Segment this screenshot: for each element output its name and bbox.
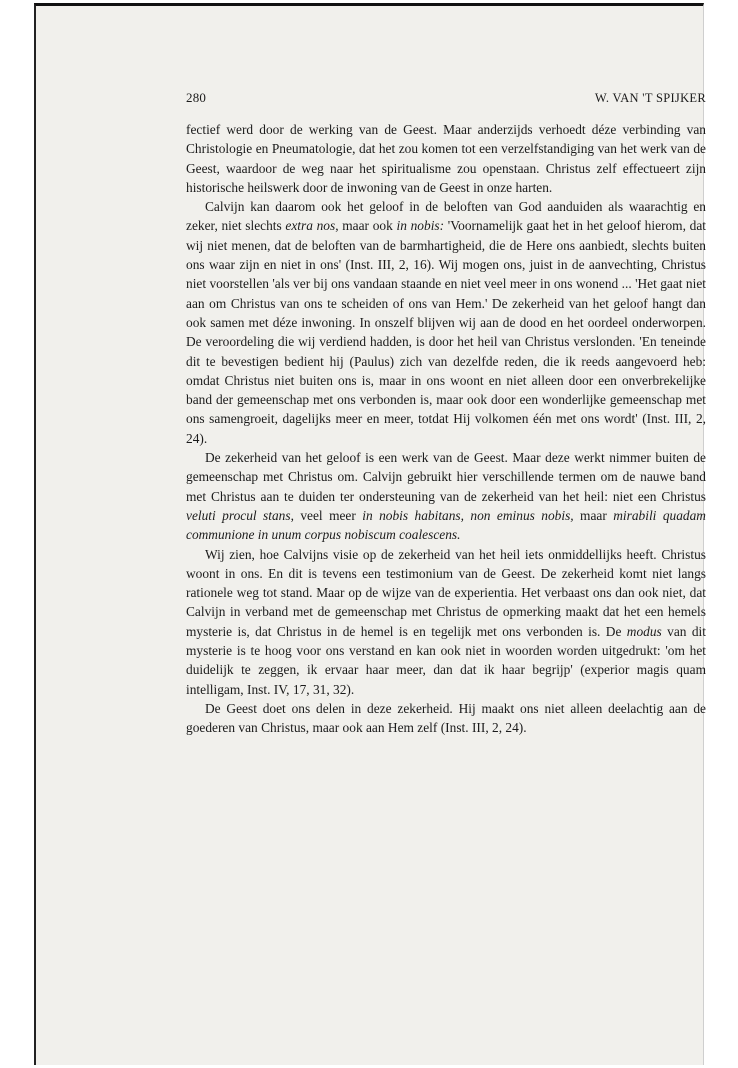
running-author: W. VAN 'T SPIJKER	[594, 91, 706, 105]
latin-phrase: veluti procul stans	[186, 507, 291, 523]
text-run: De Geest doet ons delen in deze zekerheid. Hij maakt ons niet alleen deelachtig aan de goederen van Christus, maar ook aan Hem zelf (Inst. III, 2, 24).	[186, 700, 706, 736]
running-header	[186, 90, 706, 106]
paragraph	[186, 699, 706, 738]
latin-phrase: extra nos	[285, 218, 336, 234]
paragraph	[186, 545, 706, 699]
paragraph	[186, 120, 706, 197]
text-run: Calvijn kan daarom ook het geloof in de beloften van God aanduiden als waarachtig en zeker, niet slechts	[186, 199, 706, 234]
body-text	[186, 120, 706, 738]
text-run: van dit mysterie is te hoog voor ons verstand en kan ook niet in woorden worden uitgedrukt: 'om het duidelijk te zeggen, ik ervaar haar meer, dan dat ik haar begrijp' (experior magis quam intelligam, Inst. IV, 17, 31, 32).	[186, 623, 706, 697]
paragraph	[186, 197, 706, 448]
latin-phrase: modus	[626, 623, 662, 639]
paragraph	[186, 448, 706, 544]
document-page	[186, 90, 706, 738]
text-run: maar	[573, 507, 614, 523]
text-run: 'Voornamelijk gaat het in het geloof hierom, dat wij niet menen, dat de beloften van de barmhartigheid, die de Here ons aanbiedt, slechts buiten ons waar zijn en niet in ons' (Inst. III, 2, 16). Wij mogen ons, juist in de aanvechting, Christus niet voorstellen 'als ver bij ons vandaan staande en niet veel meer in ons wonend ... 'Het gaat niet aan om Christus van ons te scheiden of ons van Hem.' De zekerheid van het geloof hangt dan ook samen met déze inwoning. In onszelf blijven wij aan de dood en het oordeel onderworpen. De veroordeling die wij verdiend hadden, is door het heil van Christus verslonden. 'En teneinde dit te bevestigen bedient hij (Paulus) zich van dezelfde reden, die ik reeds aangevoerd heb: omdat Christus niet buiten ons is, maar in ons woont en niet alleen door een onverbrekelijke band der gemeenschap met ons verbonden is, maar ook door een wonderlijke gemeenschap met ons samengroeit, dagelijks meer en meer, totdat Hij volkomen één met ons wordt' (Inst. III, 2, 24).	[186, 218, 706, 446]
text-run: , veel meer	[290, 507, 363, 523]
latin-phrase: mirabili quadam communione in unum corpus nobiscum coalescens.	[186, 507, 706, 543]
page-number: 280	[186, 90, 207, 105]
scanned-page	[34, 3, 704, 1065]
text-run: Wij zien, hoe Calvijns visie op de zekerheid van het heil iets onmiddellijks heeft. Christus woont in ons. En dit is tevens een testimonium van de Geest. De zekerheid komt niet langs rationele weg tot stand. Maar op de wijze van de experientia. Het verbaast ons dan ook niet, dat Calvijn in verband met de gemeenschap met Christus de opmerking maakt dat het een hemels mysterie is, dat Christus in de hemel is en tegelijk met ons verbonden is. De	[186, 546, 706, 639]
latin-phrase: in nobis habitans, non eminus nobis,	[362, 507, 574, 523]
latin-phrase: in nobis:	[396, 218, 445, 234]
text-run: fectief werd door de werking van de Geest. Maar anderzijds verhoedt déze verbinding van Christologie en Pneumatologie, dat het zou komen tot een verzelfstandiging van het werk van de Geest, waardoor de weg naar het spiritualisme zou openstaan. Christus zelf effectueert zijn historische heilswerk door de inwoning van de Geest in onze harten.	[186, 122, 706, 195]
text-run: , maar ook	[335, 218, 397, 234]
text-run: De zekerheid van het geloof is een werk van de Geest. Maar deze werkt nimmer buiten de gemeenschap met Christus om. Calvijn gebruikt hier verschillende termen om de nauwe band met Christus aan te duiden ter ondersteuning van de zekerheid van het heil: niet een Christus	[186, 450, 706, 504]
